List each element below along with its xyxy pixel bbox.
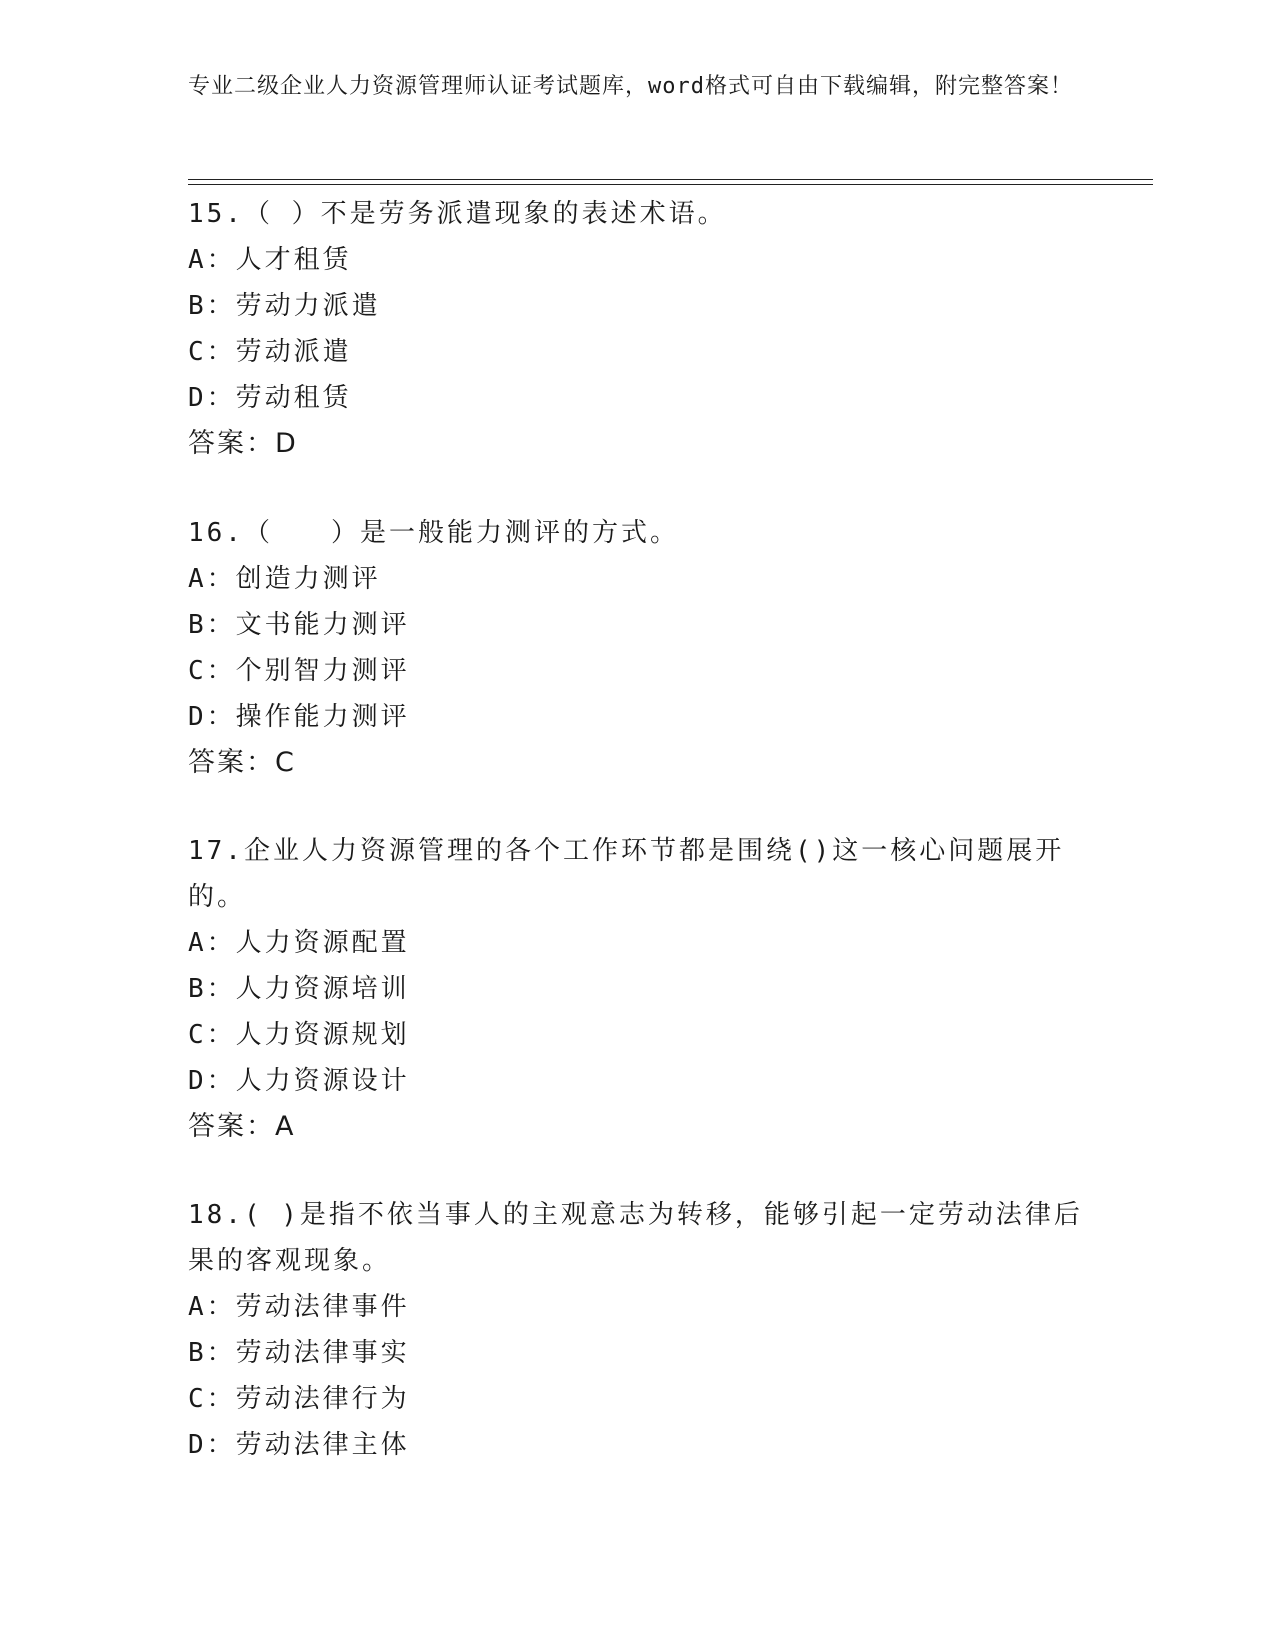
option-a [188, 920, 1088, 966]
option-c [188, 1012, 1088, 1058]
header-divider-top [188, 179, 1153, 180]
option-label: C： [188, 1384, 236, 1414]
option-label: B： [188, 1338, 236, 1368]
option-b [188, 1330, 1088, 1376]
document-header: 专业二级企业人力资源管理师认证考试题库，word格式可自由下载编辑，附完整答案！ [188, 74, 1073, 99]
option-text: 劳动力派遣 [235, 291, 381, 321]
option-text: 劳动法律主体 [235, 1430, 410, 1460]
option-d [188, 694, 1088, 740]
option-text: 劳动派遣 [235, 337, 352, 367]
option-label: A： [188, 1292, 236, 1322]
option-d [188, 1058, 1088, 1104]
option-b [188, 283, 1088, 329]
answer-line: 答案：A [188, 1111, 296, 1142]
question-18 [188, 1192, 1088, 1468]
option-label: D： [188, 1430, 236, 1460]
option-d [188, 1422, 1088, 1468]
question-stem: 15.（ ）不是劳务派遣现象的表述术语。 [188, 199, 727, 229]
option-text: 人力资源设计 [235, 1066, 410, 1096]
question-stem: 17.企业人力资源管理的各个工作环节都是围绕()这一核心问题展开的。 [188, 836, 1065, 912]
question-15 [188, 191, 1088, 467]
option-label: A： [188, 245, 236, 275]
option-c [188, 648, 1088, 694]
option-text: 文书能力测评 [235, 610, 410, 640]
option-label: A： [188, 928, 236, 958]
option-label: D： [188, 383, 236, 413]
option-label: B： [188, 291, 236, 321]
option-text: 劳动法律行为 [235, 1384, 410, 1414]
option-c [188, 329, 1088, 375]
option-label: C： [188, 656, 236, 686]
question-stem: 16.（ ）是一般能力测评的方式。 [188, 518, 679, 548]
answer-line: 答案：C [188, 747, 296, 778]
option-b [188, 602, 1088, 648]
option-text: 劳动租赁 [235, 383, 352, 413]
option-label: D： [188, 702, 236, 732]
header-divider-bottom [188, 184, 1153, 185]
option-d [188, 375, 1088, 421]
option-c [188, 1376, 1088, 1422]
option-label: B： [188, 610, 236, 640]
option-a [188, 556, 1088, 602]
option-text: 人才租赁 [235, 245, 352, 275]
option-b [188, 966, 1088, 1012]
option-label: C： [188, 1020, 236, 1050]
option-a [188, 1284, 1088, 1330]
option-a [188, 237, 1088, 283]
option-text: 操作能力测评 [235, 702, 410, 732]
option-label: B： [188, 974, 236, 1004]
question-16 [188, 510, 1088, 786]
option-text: 人力资源配置 [235, 928, 410, 958]
option-text: 人力资源培训 [235, 974, 410, 1004]
option-text: 劳动法律事实 [235, 1338, 410, 1368]
option-label: D： [188, 1066, 236, 1096]
option-text: 人力资源规划 [235, 1020, 410, 1050]
option-text: 劳动法律事件 [235, 1292, 410, 1322]
option-label: A： [188, 564, 236, 594]
question-stem: 18.( )是指不依当事人的主观意志为转移，能够引起一定劳动法律后果的客观现象。 [188, 1200, 1083, 1276]
question-17 [188, 828, 1088, 1150]
option-label: C： [188, 337, 236, 367]
option-text: 个别智力测评 [235, 656, 410, 686]
answer-line: 答案：D [188, 428, 298, 459]
option-text: 创造力测评 [235, 564, 381, 594]
